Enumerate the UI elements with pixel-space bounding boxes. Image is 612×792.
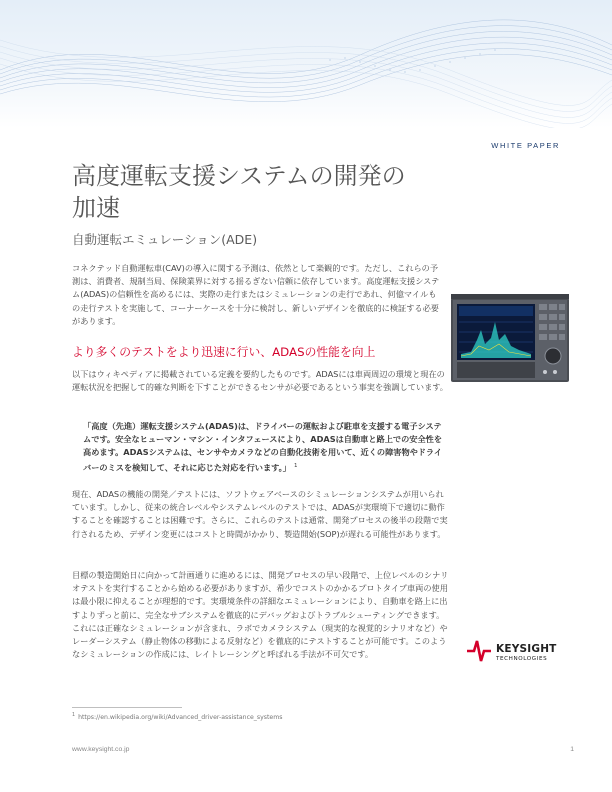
instrument-image	[449, 292, 571, 384]
footnote-reference: 1	[293, 462, 298, 469]
keysight-logo-icon	[466, 637, 492, 665]
quote-text: 「高度（先進）運転支援システム(ADAS)は、ドライバーの運転および駐車を支援する電子システムです。安全なヒューマン・マシン・インタフェースにより、ADASは自動車と路上での安全性を高めます。ADASシステムは、センサやカメラなどの自動化技術を用いて、近くの障害物やドライバーのミスを検知して、それに応じた対応を行います。」	[83, 421, 443, 473]
keysight-logo	[466, 637, 576, 667]
logo-brand-text: KEYSIGHT	[496, 643, 557, 655]
page-subtitle: 自動運転エミュレーション(ADE)	[72, 232, 258, 247]
intro-paragraph: コネクテッド自動運転車(CAV)の導入に関する予測は、依然として楽観的です。ただし、これらの予測は、消費者、規制当局、保険業界に対する揺るぎない信頼に依存しています。高度運転支援システム(ADAS)の信頼性を高めるには、実際の走行またはシミュレーションの走行であれ、何億マイルもの走行テストを実施して、コーナーケースを十分に検討し、新しいデザインを徹底的に検証する必要があります。	[72, 263, 440, 326]
footnote-number: 1	[72, 713, 76, 718]
header-wave-banner	[0, 0, 612, 128]
lead-in-paragraph: 以下はウィキペディアに掲載されている定義を要約したものです。ADASには車両周辺の環境と現在の運転状況を把握して的確な判断を下すことができるセンサが必要であるという事実を強調しています。	[72, 369, 448, 393]
footer-url[interactable]: www.keysight.co.jp	[72, 746, 130, 753]
document-type-label: WHITE PAPER	[491, 141, 560, 150]
footnote	[72, 713, 282, 721]
footnote-divider	[72, 707, 182, 708]
page-title: 高度運転支援システムの開発の加速	[72, 162, 406, 222]
page-number: 1	[570, 746, 574, 753]
definition-quote	[83, 420, 448, 475]
wave-graphic	[0, 0, 612, 128]
current-state-paragraph: 現在、ADASの機能の開発／テストには、ソフトウェアベースのシミュレーションシステムが用いられています。しかし、従来の統合レベルやシステムレベルのテストでは、ADASが実環境下で適切に動作することを確認することは困難です。さらに、これらのテストは通常、開発プロセスの後半の段階で実行されるため、デザイン変更にはコストと時間がかかり、製造開始(SOP)が遅れる可能性があります。	[72, 489, 448, 539]
footnote-link[interactable]: https://en.wikipedia.org/wiki/Advanced_driver-assistance_systems	[78, 714, 283, 722]
logo-sub-text: TECHNOLOGIES	[496, 656, 548, 662]
schedule-paragraph: 目標の製造開始日に向かって計画通りに進めるには、開発プロセスの早い段階で、上位レベルのシナリオテストを実行することから始める必要がありますが、希少でコストのかかるプロトタイプ車両の使用は最小限に抑えることが理想的です。実環境条件の詳細なエミュレーションにより、自動車を路上に出すよりずっと前に、完全なサブシステムを徹底的にデバッグおよびトラブルシューティングできます。これには正確なシミュレーションが含まれ、ラボでカメラシステム（現実的な視覚的シナリオなど）やレーダーシステム（静止物体の移動による反射など）を徹底的にテストすることが可能です。このようなシミュレーションの作成には、レイトレーシングと呼ばれる手法が不可欠です。	[72, 570, 449, 660]
section-heading: より多くのテストをより迅速に行い、ADASの性能を向上	[72, 345, 376, 359]
